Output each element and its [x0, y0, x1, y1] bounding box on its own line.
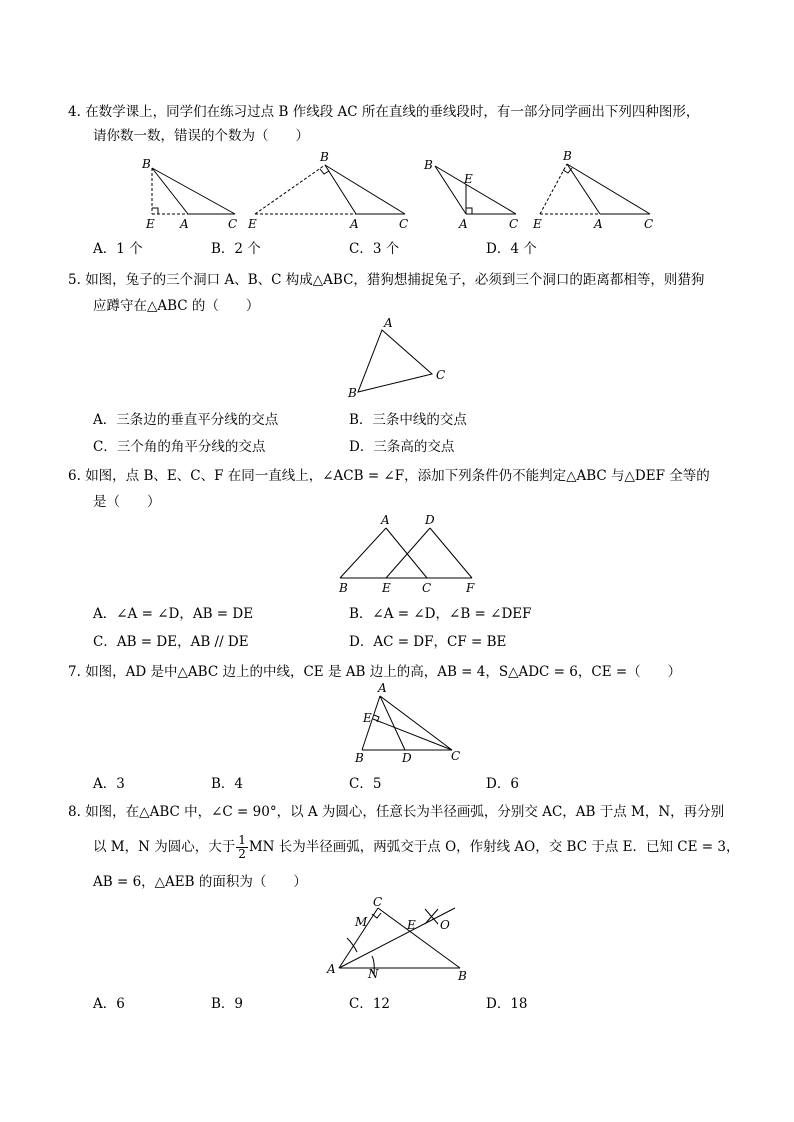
q7-option-b[interactable]: B．4	[211, 776, 244, 792]
q4-f1-label-B: B	[142, 157, 151, 171]
q4-f4-label-E: E	[533, 217, 542, 231]
q4-f2-label-C: C	[399, 217, 409, 231]
q4-figure-1	[141, 157, 237, 231]
q4-option-d[interactable]: D．4 个	[486, 241, 537, 257]
q8-option-d[interactable]: D．18	[486, 996, 528, 1012]
q5-label-A: A	[384, 316, 393, 330]
q6-label-F: F	[466, 581, 475, 595]
q4-f3-label-C: C	[509, 217, 519, 231]
q4-line1: 4. 在数学课上，同学们在练习过点 B 作线段 AC 所在直线的垂线段时，有一部分同学画出下列四种图形，	[68, 104, 700, 120]
q6-label-B: B	[339, 581, 348, 595]
q4-f2-label-A: A	[350, 217, 359, 231]
q4-f2-label-E: E	[248, 217, 257, 231]
q6-option-c[interactable]: C．AB = DE，AB // DE	[93, 634, 249, 650]
q8-label-M: M	[355, 915, 368, 929]
q8-option-b[interactable]: B．9	[211, 996, 244, 1012]
q7-label-B: B	[355, 751, 364, 765]
q8-label-A: A	[327, 962, 336, 976]
q4-option-a[interactable]: A．1 个	[93, 241, 143, 257]
q5-line2: 应蹲守在△ABC 的（ ）	[93, 298, 260, 314]
q7-option-d[interactable]: D．6	[486, 776, 519, 792]
q8-option-a[interactable]: A．6	[93, 996, 125, 1012]
q5-label-C: C	[436, 368, 446, 382]
q7-label-E: E	[363, 711, 372, 725]
q5-option-d[interactable]: D．三条高的交点	[349, 439, 455, 455]
q4-figure-3	[423, 158, 518, 231]
q4-line2: 请你数一数，错误的个数为（ ）	[93, 128, 309, 144]
q4-f4-label-A: A	[594, 217, 603, 231]
q5-figure	[0, 318, 794, 408]
q8-fraction: $\frac{1}{2}$	[238, 833, 246, 861]
q4-f1-label-C: C	[228, 217, 238, 231]
q8-label-B: B	[458, 969, 467, 983]
q7-option-c[interactable]: C．5	[349, 776, 382, 792]
q7-label-A: A	[378, 681, 387, 695]
q7-option-a[interactable]: A．3	[93, 776, 125, 792]
q8-line1: 8. 如图，在△ABC 中，∠C = 90°，以 A 为圆心，任意长为半径画弧，分别交 AC，AB 于点 M，N，再分别	[68, 804, 725, 820]
q4-f4-label-B: B	[563, 149, 572, 163]
q8-figure	[0, 896, 794, 996]
q4-f2-label-B: B	[320, 150, 329, 164]
q4-f3-label-A: A	[459, 217, 468, 231]
q6-option-a[interactable]: A．∠A = ∠D，AB = DE	[93, 606, 254, 622]
q4-f4-label-C: C	[644, 217, 654, 231]
q7-line1: 7. 如图，AD 是中△ABC 边上的中线，CE 是 AB 边上的高，AB = 4，S△ADC = 6，CE =（ ）	[68, 664, 682, 680]
q6-label-E: E	[382, 581, 391, 595]
q4-figure-2	[247, 150, 408, 231]
q5-option-c[interactable]: C．三个角的角平分线的交点	[93, 439, 266, 455]
q6-option-d[interactable]: D．AC = DF，CF = BE	[349, 634, 507, 650]
q8-label-E: E	[407, 918, 416, 932]
q8-option-c[interactable]: C．12	[349, 996, 391, 1012]
q8-label-C: C	[373, 895, 383, 909]
q4-figures	[0, 150, 794, 250]
q6-label-D: D	[425, 513, 435, 527]
q4-figure-4	[532, 149, 653, 231]
q8-line3: AB = 6，△AEB 的面积为（ ）	[93, 874, 307, 890]
q8-label-O: O	[440, 918, 450, 932]
q5-label-B: B	[348, 386, 357, 400]
q4-option-b[interactable]: B．2 个	[211, 241, 261, 257]
q5-line1: 5. 如图，兔子的三个洞口 A、B、C 构成△ABC，猎狗想捕捉兔子，必须到三个洞口的距离都相等，则猎狗	[68, 272, 705, 288]
q8-line2: 以 M，N 为圆心，大于 $\frac{1}{2}$ MN 长为半径画弧，两弧交于点 O，作射线 AO，交 BC 于点 E．已知 CE = 3，	[93, 833, 740, 861]
q5-option-b[interactable]: B．三条中线的交点	[349, 412, 467, 428]
q7-label-D: D	[402, 751, 412, 765]
q4-f3-label-B: B	[424, 158, 433, 172]
q4-f1-label-A: A	[180, 217, 189, 231]
q6-label-A: A	[381, 513, 390, 527]
q4-f3-label-E: E	[464, 172, 473, 186]
q4-f1-label-E: E	[146, 217, 155, 231]
q6-label-C: C	[422, 581, 432, 595]
q6-option-b[interactable]: B．∠A = ∠D，∠B = ∠DEF	[349, 606, 532, 622]
q7-label-C: C	[451, 749, 461, 763]
q4-option-c[interactable]: C．3 个	[349, 241, 400, 257]
q6-figure	[0, 512, 794, 602]
q5-option-a[interactable]: A．三条边的垂直平分线的交点	[93, 412, 279, 428]
q6-line1: 6. 如图，点 B、E、C、F 在同一直线上，∠ACB = ∠F，添加下列条件仍不能判定△ABC 与△DEF 全等的	[68, 468, 710, 484]
q7-figure	[0, 682, 794, 772]
q6-line2: 是（ ）	[93, 494, 161, 510]
q8-label-N: N	[368, 967, 379, 981]
